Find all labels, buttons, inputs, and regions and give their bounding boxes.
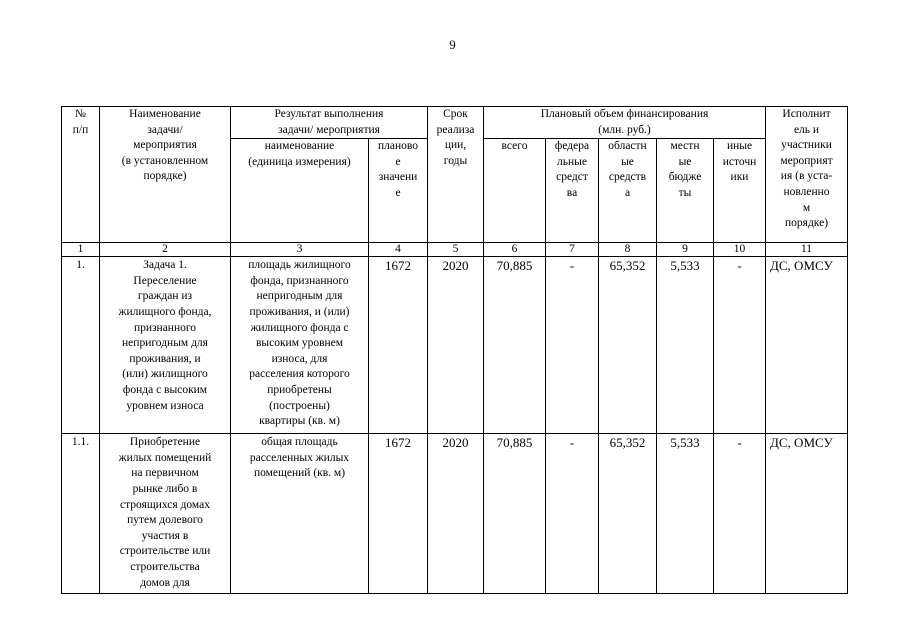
- row-local: 5,533: [657, 257, 714, 434]
- table-row: [62, 434, 848, 594]
- row-result-value: 1672: [369, 434, 428, 594]
- header-funding-group: Плановый объем финансирования (млн. руб.): [484, 107, 766, 139]
- row-task: Задача 1. Переселение граждан из жилищного фонда, признанного непригодным для проживания, и (или) жилищного фонда с высоким уровнем износа: [100, 257, 231, 434]
- row-federal: -: [546, 434, 599, 594]
- column-number: 6: [484, 243, 546, 257]
- page-number: 9: [449, 37, 456, 52]
- row-regional: 65,352: [599, 434, 657, 594]
- row-result-name: общая площадь расселенных жилых помещений (кв. м): [231, 434, 369, 594]
- column-number: 9: [657, 243, 714, 257]
- header-total: всего: [484, 139, 546, 243]
- column-numbers-row: [62, 243, 848, 257]
- row-other: -: [714, 434, 766, 594]
- column-number: 3: [231, 243, 369, 257]
- row-other: -: [714, 257, 766, 434]
- header-executor: Исполнит ель и участники мероприят ия (в уста- новленно м порядке): [766, 107, 848, 243]
- column-number: 4: [369, 243, 428, 257]
- row-num: 1.: [62, 257, 100, 434]
- header-term: Срок реализа ции, годы: [428, 107, 484, 243]
- header-local: местн ые бюдже ты: [657, 139, 714, 243]
- row-executor: ДС, ОМСУ: [766, 434, 848, 594]
- header-other: иные источн ики: [714, 139, 766, 243]
- column-number: 8: [599, 243, 657, 257]
- row-result-value: 1672: [369, 257, 428, 434]
- row-total: 70,885: [484, 257, 546, 434]
- row-total: 70,885: [484, 434, 546, 594]
- column-number: 11: [766, 243, 848, 257]
- column-number: 1: [62, 243, 100, 257]
- row-task: Приобретение жилых помещений на первичном рынке либо в строящихся домах путем долевого участия в строительстве или строительства домов для: [100, 434, 231, 594]
- financing-table: [61, 106, 848, 594]
- header-federal: федера льные средст ва: [546, 139, 599, 243]
- row-local: 5,533: [657, 434, 714, 594]
- row-regional: 65,352: [599, 257, 657, 434]
- column-number: 7: [546, 243, 599, 257]
- column-number: 2: [100, 243, 231, 257]
- header-row-top: [62, 107, 848, 139]
- row-term: 2020: [428, 257, 484, 434]
- header-regional: областн ые средств а: [599, 139, 657, 243]
- header-task: Наименование задачи/ мероприятия (в установленном порядке): [100, 107, 231, 243]
- header-result-name: наименование (единица измерения): [231, 139, 369, 243]
- row-federal: -: [546, 257, 599, 434]
- row-num: 1.1.: [62, 434, 100, 594]
- row-executor: ДС, ОМСУ: [766, 257, 848, 434]
- header-result-value: планово е значени е: [369, 139, 428, 243]
- column-number: 10: [714, 243, 766, 257]
- row-result-name: площадь жилищного фонда, признанного непригодным для проживания, и (или) жилищного фонда с высоким уровнем износа, для расселения которого приобретены (построены) квартиры (кв. м): [231, 257, 369, 434]
- header-result-group: Результат выполнения задачи/ мероприятия: [231, 107, 428, 139]
- row-term: 2020: [428, 434, 484, 594]
- table-row: [62, 257, 848, 434]
- column-number: 5: [428, 243, 484, 257]
- header-num: № п/п: [62, 107, 100, 243]
